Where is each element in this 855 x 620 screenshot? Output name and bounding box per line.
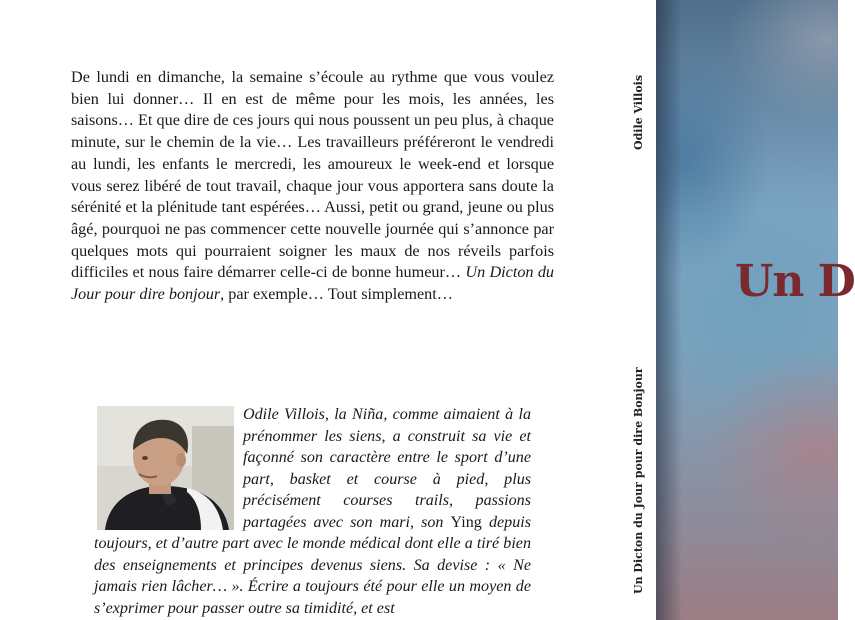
photo-spacer: [94, 404, 243, 529]
bio-text: Odile Villois, la Niña, comme aimaient à la prénommer les siens, a construit sa vie et façonné son caractère entre le sport d’une part, basket et course à pied, plus précisément courses trails, passions partagées avec son mari, son: [243, 406, 531, 531]
blurb-book-title: Un Dicton du Jour pour dire bonjour: [71, 263, 555, 304]
front-cover-title: Un D: [735, 256, 855, 307]
spine-title: Un Dicton du Jour pour dire Bonjour: [632, 367, 645, 594]
blurb-paragraph: [71, 67, 554, 306]
bio-ying: Ying: [450, 513, 482, 531]
author-bio: [94, 404, 531, 619]
spine-author: Odile Villois: [632, 74, 645, 150]
bio-text-continued: depuis toujours, et d’autre part avec le monde médical dont elle a tiré bien des enseignements et principes devenus siens. Sa devise : « Ne jamais rien lâcher… ». Écrire a toujours été pour elle un moyen de s’exprimer pour passer outre sa timidité, et est: [94, 513, 531, 617]
front-cover: [656, 0, 855, 620]
blurb-text: De lundi en dimanche, la semaine s’écoule au rythme que vous voulez bien lui donner… Il en est de même pour les mois, les années, les saisons… Et que dire de ces jours qui nous poussent un peu plus, à chaque minute, sur le chemin de la vie… Les travailleurs préféreront le vendredi au lundi, les enfants le mercredi, les amoureux le week-end et lorsque vous serez libéré de tout travail, chaque jour vous apportera sans doute la sérénité et la plénitude tant espérées… Aussi, petit ou grand, jeune ou plus âgé, pourquoi ne pas commencer cette nouvelle journée qui s’annonce par quelques mots qui pourraient soigner les maux de nos réveils parfois difficiles et nous faire démarrer celle-ci de bonne humeur…: [71, 68, 554, 282]
blurb-ending: , par exemple… Tout simplement…: [220, 285, 453, 304]
